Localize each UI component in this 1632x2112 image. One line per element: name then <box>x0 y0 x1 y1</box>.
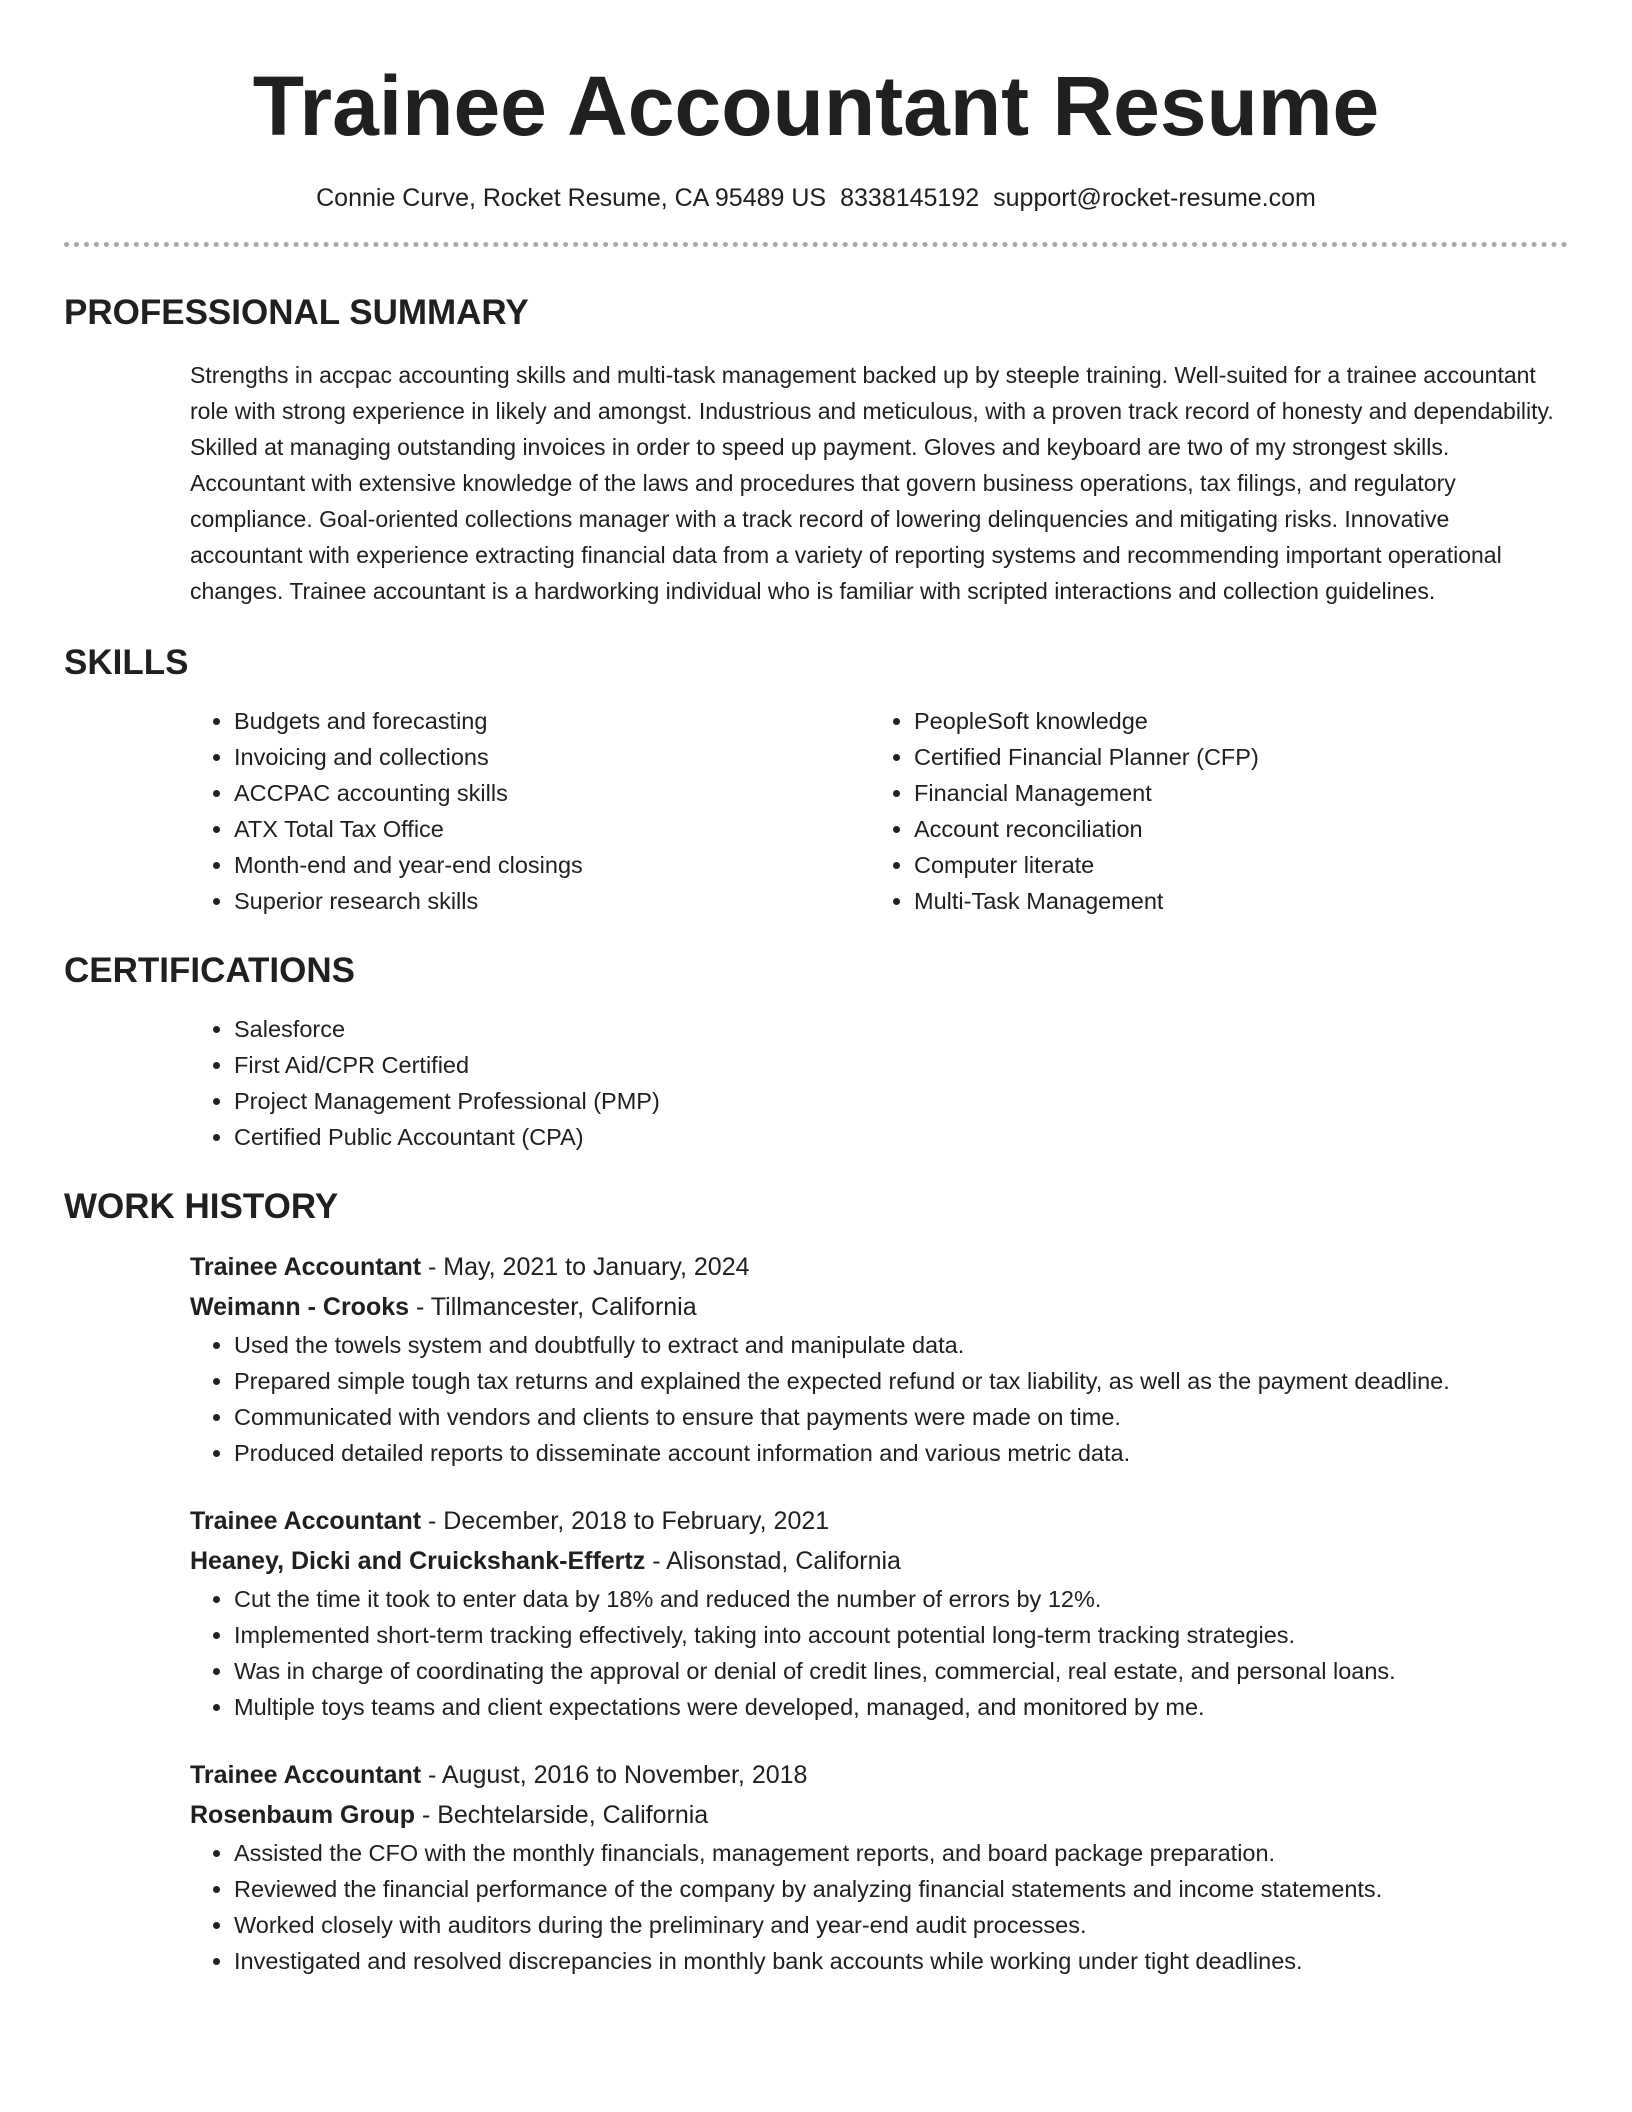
job-entry <box>190 1501 1568 1725</box>
job-title: Trainee Accountant <box>190 1507 422 1535</box>
job-bullet: • Multiple toys teams and client expectations were developed, managed, and monitored by me. <box>234 1689 1568 1725</box>
skills-column-right <box>870 703 1550 919</box>
skills-section <box>64 641 1568 919</box>
work-history-heading: WORK HISTORY <box>64 1187 339 1226</box>
skill-item: • ATX Total Tax Office <box>234 811 870 847</box>
resume-title: Trainee Accountant Resume <box>252 59 1380 153</box>
job-title: Trainee Accountant <box>190 1253 422 1281</box>
certification-item: • Project Management Professional (PMP) <box>234 1083 1568 1119</box>
summary-section <box>64 291 1568 609</box>
job-bullet: • Reviewed the financial performance of the company by analyzing financial statements and income statements. <box>234 1871 1568 1907</box>
skill-item: • Certified Financial Planner (CFP) <box>914 739 1550 775</box>
summary-text: Strengths in accpac accounting skills and multi-task management backed up by steeple training. Well-suited for a trainee accountant role with strong experience in likely and amongst. Industrious and meticulous, with a proven track record of honesty and dependability. Skilled at managing outstanding invoices in order to speed up payment. Gloves and keyboard are two of my strongest skills. Accountant with extensive knowledge of the laws and procedures that govern business operations, tax filings, and regulatory compliance. Goal-oriented collections manager with a track record of lowering delinquencies and mitigating risks. Innovative accountant with experience extracting financial data from a variety of reporting systems and recommending important operational changes. Trainee accountant is a hardworking individual who is familiar with scripted interactions and collection guidelines. <box>190 362 1554 604</box>
work-history-section <box>64 1185 1568 1979</box>
job-bullet: • Used the towels system and doubtfully to extract and manipulate data. <box>234 1327 1568 1363</box>
job-company: Weimann - Crooks <box>190 1293 410 1321</box>
skill-item: • Month-end and year-end closings <box>234 847 870 883</box>
skill-item: • Multi-Task Management <box>914 883 1550 919</box>
skills-column-left <box>190 703 870 919</box>
certification-item: • Salesforce <box>234 1011 1568 1047</box>
contact-line <box>64 182 1568 214</box>
job-company: Rosenbaum Group <box>190 1801 416 1829</box>
job-bullet: • Prepared simple tough tax returns and explained the expected refund or tax liability, as well as the payment deadline. <box>234 1363 1568 1399</box>
job-bullet: • Assisted the CFO with the monthly financials, management reports, and board package preparation. <box>234 1835 1568 1871</box>
job-bullet: • Worked closely with auditors during the preliminary and year-end audit processes. <box>234 1907 1568 1943</box>
job-bullet: • Produced detailed reports to disseminate account information and various metric data. <box>234 1435 1568 1471</box>
skill-item: • ACCPAC accounting skills <box>234 775 870 811</box>
certifications-heading: CERTIFICATIONS <box>64 951 356 990</box>
job-bullet: • Investigated and resolved discrepancies in monthly bank accounts while working under tight deadlines. <box>234 1943 1568 1979</box>
job-company-line <box>190 1795 1568 1835</box>
job-bullet: • Implemented short-term tracking effectively, taking into account potential long-term tracking strategies. <box>234 1617 1568 1653</box>
skill-item: • Computer literate <box>914 847 1550 883</box>
contact-phone: 8338145192 <box>840 184 980 212</box>
job-location: - Bechtelarside, California <box>415 1801 709 1829</box>
contact-email: support@rocket-resume.com <box>993 184 1316 212</box>
skill-item: • Budgets and forecasting <box>234 703 870 739</box>
summary-heading: PROFESSIONAL SUMMARY <box>64 293 529 332</box>
certifications-section <box>64 949 1568 1155</box>
skills-heading: SKILLS <box>64 643 189 682</box>
job-location: - Alisonstad, California <box>645 1547 901 1575</box>
job-dates: - August, 2016 to November, 2018 <box>421 1761 808 1789</box>
job-title-line <box>190 1247 1568 1287</box>
job-company-line <box>190 1541 1568 1581</box>
job-company-line <box>190 1287 1568 1327</box>
job-bullet: • Was in charge of coordinating the approval or denial of credit lines, commercial, real estate, and personal loans. <box>234 1653 1568 1689</box>
job-dates: - May, 2021 to January, 2024 <box>421 1253 750 1281</box>
skill-item: • Account reconciliation <box>914 811 1550 847</box>
certification-item: • First Aid/CPR Certified <box>234 1047 1568 1083</box>
job-location: - Tillmancester, California <box>409 1293 697 1321</box>
job-bullet: • Communicated with vendors and clients to ensure that payments were made on time. <box>234 1399 1568 1435</box>
job-title: Trainee Accountant <box>190 1761 422 1789</box>
job-title-line <box>190 1755 1568 1795</box>
job-company: Heaney, Dicki and Cruickshank-Effertz <box>190 1547 646 1575</box>
skill-item: • Superior research skills <box>234 883 870 919</box>
contact-address: Connie Curve, Rocket Resume, CA 95489 US <box>316 184 827 212</box>
header-divider <box>64 242 1568 247</box>
job-title-line <box>190 1501 1568 1541</box>
job-entry <box>190 1755 1568 1979</box>
skill-item: • Invoicing and collections <box>234 739 870 775</box>
job-dates: - December, 2018 to February, 2021 <box>421 1507 830 1535</box>
job-bullet: • Cut the time it took to enter data by 18% and reduced the number of errors by 12%. <box>234 1581 1568 1617</box>
skill-item: • Financial Management <box>914 775 1550 811</box>
job-entry <box>190 1247 1568 1471</box>
skill-item: • PeopleSoft knowledge <box>914 703 1550 739</box>
certification-item: • Certified Public Accountant (CPA) <box>234 1119 1568 1155</box>
